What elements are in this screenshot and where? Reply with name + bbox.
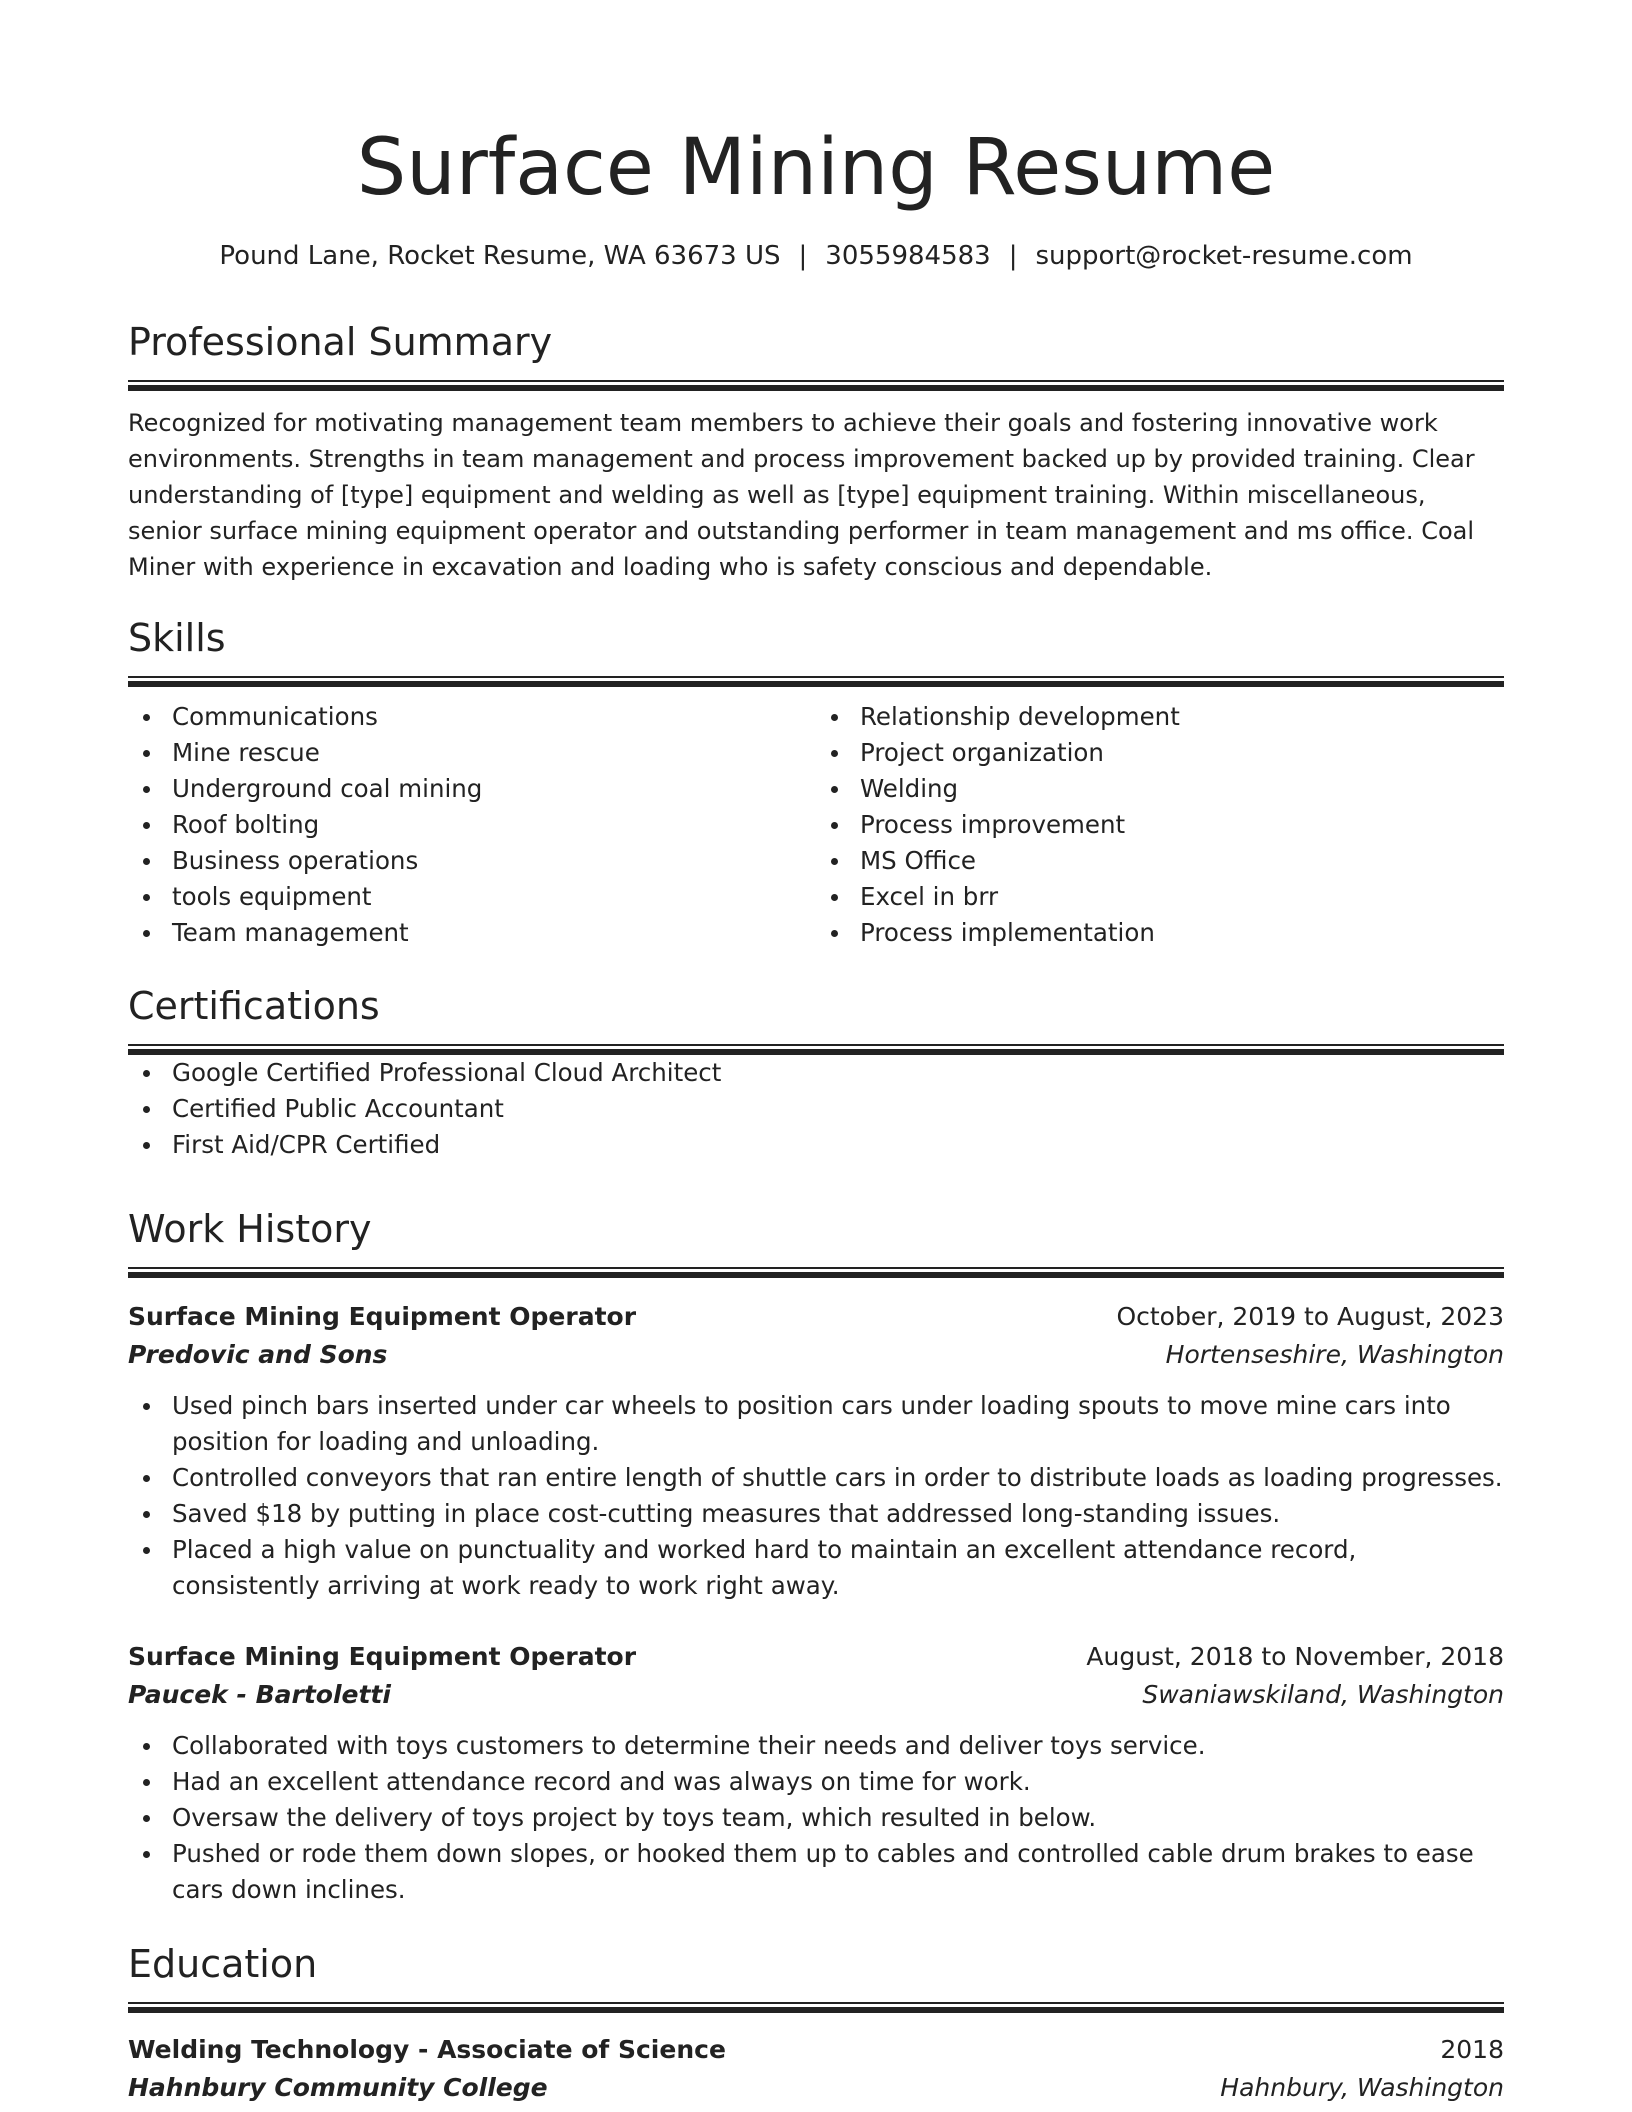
work-history-heading: Work History <box>128 1207 372 1251</box>
skills-list-right <box>816 699 1504 951</box>
job-company-row <box>128 1336 1504 1374</box>
education-year: 2018 <box>1440 2035 1504 2064</box>
job-bullets <box>128 1388 1504 1604</box>
contact-email: support@rocket-resume.com <box>1035 241 1413 271</box>
job-bullet: Collaborated with toys customers to determine their needs and deliver toys service. <box>172 1728 1504 1764</box>
job-title: Surface Mining Equipment Operator <box>128 1302 637 1331</box>
job-entry <box>128 1298 1504 1604</box>
job-bullet: Used pinch bars inserted under car wheels to position cars under loading spouts to move mine cars into position for loading and unloading. <box>172 1388 1504 1460</box>
education-degree: Welding Technology - Associate of Science <box>128 2035 726 2064</box>
job-company: Paucek - Bartoletti <box>128 1680 391 1709</box>
contact-phone: 3055984583 <box>825 241 991 271</box>
skill-item: Communications <box>172 699 816 735</box>
section-divider <box>128 1044 1504 1055</box>
certifications-list <box>128 1055 1504 1163</box>
work-history-section <box>128 1205 1504 1908</box>
contact-separator: | <box>798 241 808 271</box>
certification-item: First Aid/CPR Certified <box>172 1127 1504 1163</box>
job-dates: August, 2018 to November, 2018 <box>1086 1642 1504 1671</box>
job-entry <box>128 1638 1504 1908</box>
education-school-row <box>128 2069 1504 2107</box>
summary-section <box>128 318 1504 585</box>
section-divider <box>128 676 1504 687</box>
skill-item: Team management <box>172 915 816 951</box>
skill-item: tools equipment <box>172 879 816 915</box>
education-entry <box>128 2031 1504 2107</box>
skills-heading: Skills <box>128 616 226 660</box>
skill-item: Roof bolting <box>172 807 816 843</box>
education-section <box>128 1940 1504 2107</box>
contact-address: Pound Lane, Rocket Resume, WA 63673 US <box>219 241 781 271</box>
job-header-row <box>128 1638 1504 1676</box>
summary-heading: Professional Summary <box>128 320 553 364</box>
job-bullet: Had an excellent attendance record and was always on time for work. <box>172 1764 1504 1800</box>
skills-columns <box>128 699 1504 951</box>
skill-item: Process improvement <box>860 807 1504 843</box>
job-bullets <box>128 1728 1504 1908</box>
certifications-section <box>128 982 1504 1163</box>
skill-item: Excel in brr <box>860 879 1504 915</box>
skill-item: Process implementation <box>860 915 1504 951</box>
section-divider <box>128 380 1504 391</box>
job-location: Swaniawskiland, Washington <box>1142 1680 1504 1709</box>
job-bullet: Saved $18 by putting in place cost-cutting measures that addressed long-standing issues. <box>172 1496 1504 1532</box>
section-divider <box>128 2002 1504 2013</box>
job-location: Hortenseshire, Washington <box>1165 1340 1504 1369</box>
contact-separator: | <box>1008 241 1018 271</box>
certification-item: Google Certified Professional Cloud Architect <box>172 1055 1504 1091</box>
education-heading: Education <box>128 1942 318 1986</box>
certifications-heading: Certifications <box>128 984 380 1028</box>
section-divider <box>128 1267 1504 1278</box>
skill-item: Relationship development <box>860 699 1504 735</box>
job-bullet: Oversaw the delivery of toys project by toys team, which resulted in below. <box>172 1800 1504 1836</box>
education-school: Hahnbury Community College <box>128 2073 548 2102</box>
summary-text: Recognized for motivating management team members to achieve their goals and fostering innovative work environments. Strengths in team management and process improvement backed up by provided training. Clear understanding of [type] equipment and welding as well as [type] equipment training. Within miscellaneous, senior surface mining equipment operator and outstanding performer in team management and ms office. Coal Miner with experience in excavation and loading who is safety conscious and dependable. <box>128 409 1475 581</box>
skill-item: Business operations <box>172 843 816 879</box>
job-dates: October, 2019 to August, 2023 <box>1116 1302 1504 1331</box>
job-company: Predovic and Sons <box>128 1340 388 1369</box>
skill-item: Underground coal mining <box>172 771 816 807</box>
job-header-row <box>128 1298 1504 1336</box>
education-location: Hahnbury, Washington <box>1220 2073 1504 2102</box>
skill-item: Mine rescue <box>172 735 816 771</box>
job-bullet: Controlled conveyors that ran entire length of shuttle cars in order to distribute loads as loading progresses. <box>172 1460 1504 1496</box>
job-company-row <box>128 1676 1504 1714</box>
job-bullet: Pushed or rode them down slopes, or hooked them up to cables and controlled cable drum brakes to ease cars down inclines. <box>172 1836 1504 1908</box>
job-bullet: Placed a high value on punctuality and worked hard to maintain an excellent attendance record, consistently arriving at work ready to work right away. <box>172 1532 1504 1604</box>
contact-line <box>128 238 1504 274</box>
certification-item: Certified Public Accountant <box>172 1091 1504 1127</box>
resume-name: Surface Mining Resume <box>356 123 1276 213</box>
skill-item: MS Office <box>860 843 1504 879</box>
skills-section <box>128 614 1504 951</box>
skill-item: Project organization <box>860 735 1504 771</box>
skill-item: Welding <box>860 771 1504 807</box>
job-title: Surface Mining Equipment Operator <box>128 1642 637 1671</box>
skills-list-left <box>128 699 816 951</box>
education-header-row <box>128 2031 1504 2069</box>
